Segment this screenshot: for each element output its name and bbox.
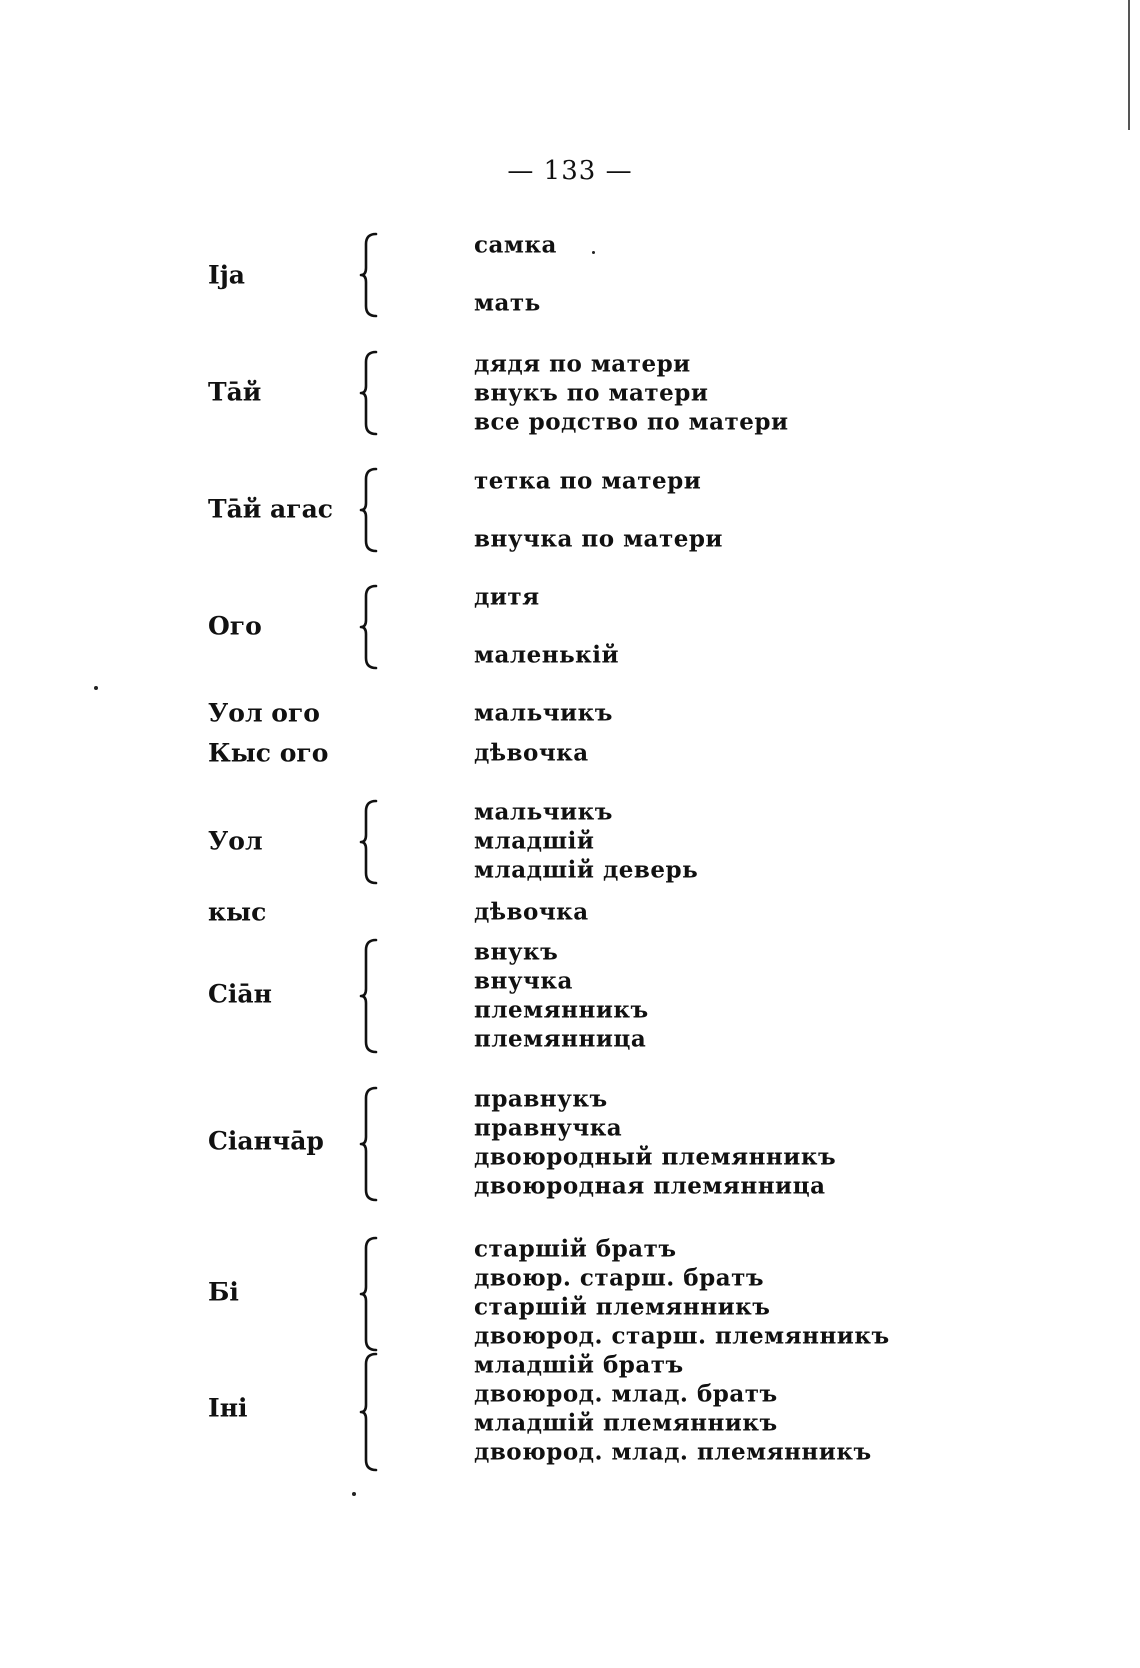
headword: кыс — [208, 897, 267, 927]
gloss: двоюродный племянникъ — [474, 1143, 837, 1171]
headword: Бі — [208, 1277, 239, 1307]
headword: Тāй — [208, 377, 262, 407]
headword: Сіāн — [208, 979, 272, 1009]
gloss: двоюрод. млад. братъ — [474, 1380, 778, 1408]
gloss: дѣвочка — [474, 739, 589, 767]
gloss: тетка по матери — [474, 467, 702, 495]
headword: Уол ого — [208, 698, 320, 728]
ink-speck — [592, 251, 595, 254]
page-number: — 133 — — [507, 156, 633, 186]
gloss: внучка по матери — [474, 525, 723, 553]
brace — [358, 938, 382, 1054]
gloss: дядя по матери — [474, 350, 691, 378]
gloss: маленькій — [474, 641, 620, 669]
gloss: мальчикъ — [474, 798, 613, 826]
gloss: двоюрод. старш. племянникъ — [474, 1322, 890, 1350]
gloss: младшій деверь — [474, 856, 699, 884]
gloss: все родство по матери — [474, 408, 789, 436]
headword: Сіанчāр — [208, 1126, 324, 1156]
ink-speck — [352, 1492, 356, 1496]
gloss: мальчикъ — [474, 699, 613, 727]
gloss: дитя — [474, 583, 540, 611]
brace — [358, 584, 382, 670]
brace — [358, 1236, 382, 1352]
brace — [358, 350, 382, 436]
gloss: младшій племянникъ — [474, 1409, 778, 1437]
gloss: племянница — [474, 1025, 647, 1053]
gloss: двоюрод. млад. племянникъ — [474, 1438, 872, 1466]
brace — [358, 467, 382, 553]
brace — [358, 799, 382, 885]
headword: Кыс ого — [208, 738, 329, 768]
gloss: младшій братъ — [474, 1351, 684, 1379]
headword: Ого — [208, 611, 262, 641]
gloss: двоюр. старш. братъ — [474, 1264, 765, 1292]
gloss: самка — [474, 231, 557, 259]
brace — [358, 232, 382, 318]
gloss: двоюродная племянница — [474, 1172, 826, 1200]
brace — [358, 1352, 382, 1472]
ink-speck — [94, 686, 98, 690]
gloss: племянникъ — [474, 996, 649, 1024]
gloss: правнукъ — [474, 1085, 608, 1113]
gloss: младшій — [474, 827, 595, 855]
gloss: старшій племянникъ — [474, 1293, 771, 1321]
gloss: внучка — [474, 967, 573, 995]
headword: Іні — [208, 1393, 248, 1423]
gloss: внукъ — [474, 938, 559, 966]
gloss: мать — [474, 289, 541, 317]
headword: Уол — [208, 826, 263, 856]
gloss: внукъ по матери — [474, 379, 709, 407]
gloss: старшій братъ — [474, 1235, 677, 1263]
gloss: дѣвочка — [474, 898, 589, 926]
page-edge-line — [1128, 0, 1130, 130]
brace — [358, 1086, 382, 1202]
headword: Тāй агас — [208, 494, 333, 524]
gloss: правнучка — [474, 1114, 623, 1142]
headword: Ija — [208, 260, 245, 290]
